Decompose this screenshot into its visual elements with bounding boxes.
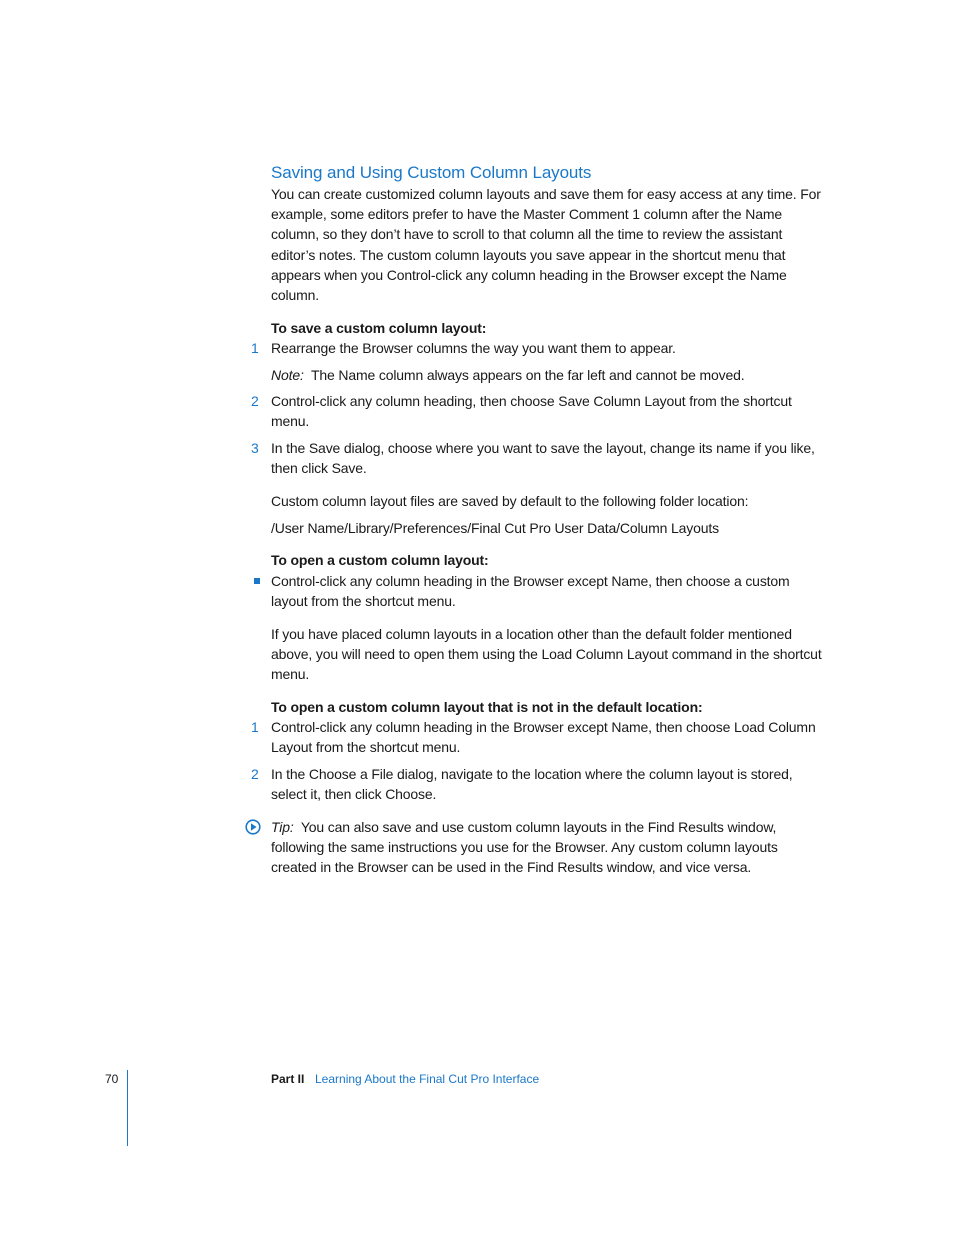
step-text: Control-click any column heading in the Browser except Name, then choose Load Column Layout from the shortcut menu. bbox=[271, 719, 816, 756]
step-text: In the Save dialog, choose where you want to save the layout, change its name if you like, then click Save. bbox=[271, 440, 815, 477]
tip-text: You can also save and use custom column layouts in the Find Results window, following the same instructions you use for the Browser. Any custom column layouts created in the Browser can be used in the Find Results window, and vice versa. bbox=[271, 819, 778, 876]
step-text: Control-click any column heading, then choose Save Column Layout from the shortcut menu. bbox=[271, 393, 792, 430]
folder-path: /User Name/Library/Preferences/Final Cut Pro User Data/Column Layouts bbox=[271, 520, 719, 536]
tip-paragraph bbox=[271, 817, 823, 878]
step-number: 2 bbox=[251, 766, 259, 782]
task-title-save: To save a custom column layout: bbox=[271, 320, 487, 336]
step-text: In the Choose a File dialog, navigate to the location where the column layout is stored, select it, then click Choose. bbox=[271, 766, 793, 803]
step-number: 2 bbox=[251, 393, 259, 409]
footer-chapter-title: Learning About the Final Cut Pro Interface bbox=[315, 1072, 540, 1086]
step-number: 3 bbox=[251, 440, 259, 456]
bullet-text: Control-click any column heading in the Browser except Name, then choose a custom layout from the shortcut menu. bbox=[271, 573, 790, 610]
note-paragraph bbox=[271, 365, 823, 385]
note-text: The Name column always appears on the far left and cannot be moved. bbox=[310, 367, 745, 383]
tip-arrow-icon bbox=[245, 819, 261, 835]
intro-paragraph: You can create customized column layouts and save them for easy access at any time. For example, some editors prefer to have the Master Comment 1 column after the Name column, so they don’t have to scroll to that column all the time to review the assistant editor’s notes. The custom column layouts you save appear in the shortcut menu that appears when you Control-click any column heading in the Browser except the Name column. bbox=[271, 186, 821, 304]
note-label: Note: bbox=[271, 367, 304, 383]
page-number: 70 bbox=[105, 1072, 119, 1086]
footer-part-label: Part II bbox=[271, 1072, 305, 1086]
bullet-square-icon bbox=[254, 578, 260, 584]
task-title-open: To open a custom column layout: bbox=[271, 552, 489, 568]
step-number: 1 bbox=[251, 340, 259, 356]
save-location-paragraph: Custom column layout files are saved by default to the following folder location: bbox=[271, 493, 749, 509]
step-number: 1 bbox=[251, 719, 259, 735]
section-heading: Saving and Using Custom Column Layouts bbox=[271, 163, 592, 182]
step-text: Rearrange the Browser columns the way you want them to appear. bbox=[271, 340, 676, 356]
tip-label: Tip: bbox=[271, 819, 294, 835]
task-title-open-nondefault: To open a custom column layout that is not in the default location: bbox=[271, 699, 703, 715]
load-info-paragraph: If you have placed column layouts in a location other than the default folder mentioned above, you will need to open them using the Load Column Layout command in the shortcut menu. bbox=[271, 626, 822, 683]
footer-divider bbox=[127, 1070, 128, 1146]
